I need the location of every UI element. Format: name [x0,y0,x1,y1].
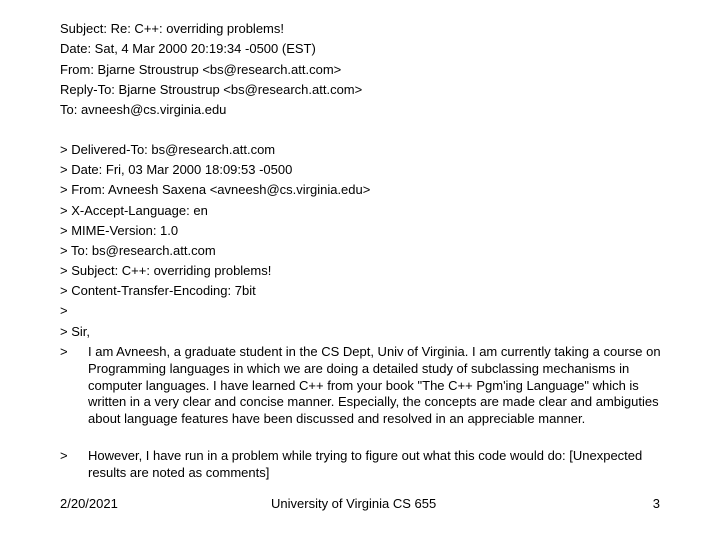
paragraph-text: I am Avneesh, a graduate student in the CS Dept, Univ of Virginia. I am currently taking a course on Programming languages in which we are doing a detailed study of subclassing mechanisms in computer languages. I have learned C++ from your book "The C++ Pgm'ing Language" which is written in a very clear and concise manner. Especially, the concepts are made clear and ambiguties about language features have been discussed and resolved in an appreciable manner. [88,344,661,427]
quoted-date: > Date: Fri, 03 Mar 2000 18:09:53 -0500 [60,162,293,177]
footer-date: 2/20/2021 [60,496,118,511]
email-header-subject: Subject: Re: C++: overriding problems! [60,21,284,36]
footer-page-number: 3 [652,496,660,511]
quoted-paragraph-introduction [60,344,680,428]
quoted-to: > To: bs@research.att.com [60,243,216,258]
quoted-salutation: > Sir, [60,324,90,339]
email-header-reply-to: Reply-To: Bjarne Stroustrup <bs@research.att.com> [60,82,363,97]
quoted-mime-version: > MIME-Version: 1.0 [60,223,179,238]
quote-marker: > [60,344,68,359]
footer-course: University of Virginia CS 655 [271,496,437,511]
email-header-date: Date: Sat, 4 Mar 2000 20:19:34 -0500 (EST) [60,41,316,56]
quoted-subject: > Subject: C++: overriding problems! [60,263,272,278]
quoted-paragraph-problem [60,448,680,482]
quoted-blank: > [60,303,68,318]
quoted-encoding: > Content-Transfer-Encoding: 7bit [60,283,256,298]
quoted-accept-language: > X-Accept-Language: en [60,203,208,218]
quoted-delivered-to: > Delivered-To: bs@research.att.com [60,142,276,157]
email-header-to: To: avneesh@cs.virginia.edu [60,102,227,117]
paragraph-text: However, I have run in a problem while trying to figure out what this code would do: [Unexpected results are noted as comments] [88,448,643,480]
quoted-from: > From: Avneesh Saxena <avneesh@cs.virginia.edu> [60,182,371,197]
email-header-from: From: Bjarne Stroustrup <bs@research.att.com> [60,62,342,77]
quote-marker: > [60,448,68,463]
